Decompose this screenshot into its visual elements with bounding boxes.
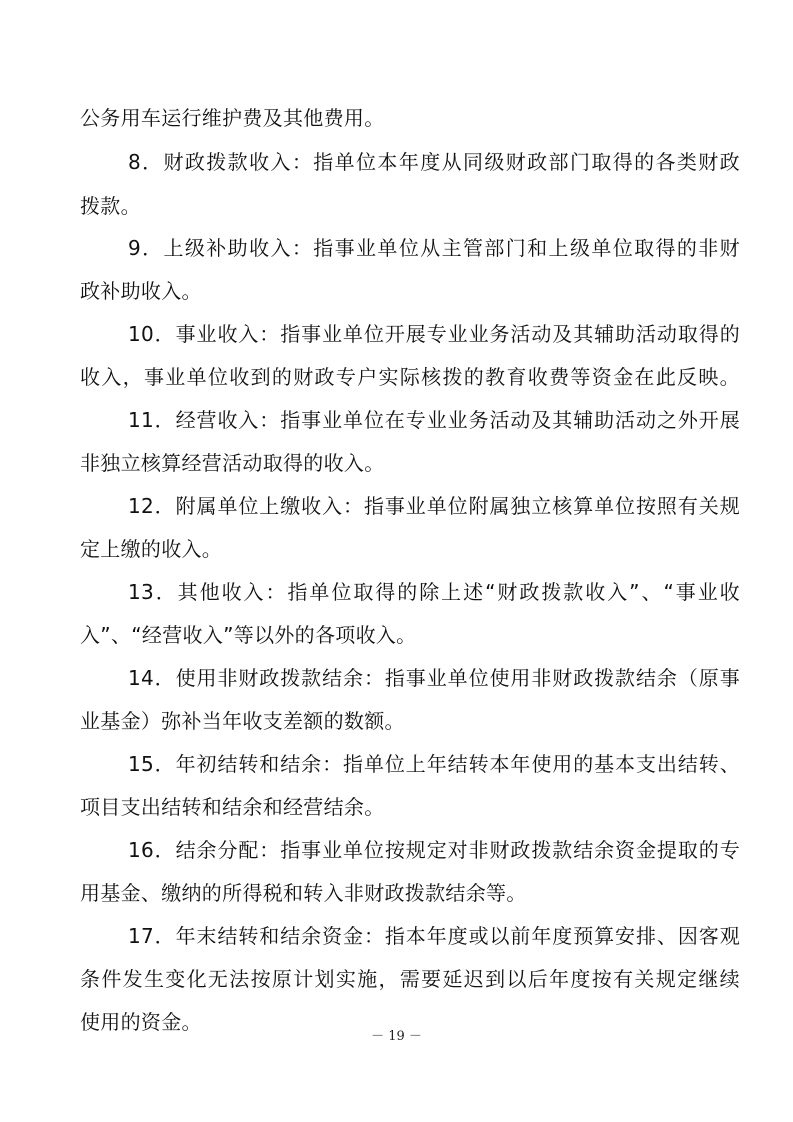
paragraph-first-line: 12．附属单位上缴收入：指事业单位附属独立核算单位按照有关规: [128, 494, 740, 518]
paragraph-first-line: 11．经营收入：指事业单位在专业业务活动及其辅助活动之外开展: [128, 408, 740, 432]
paragraph-first-line: 14．使用非财政拨款结余：指事业单位使用非财政拨款结余（原事: [128, 666, 740, 690]
text-line: 政补助收入。: [80, 279, 202, 303]
text-line: 条件发生变化无法按原计划实施，需要延迟到以后年度按有关规定继续: [80, 967, 740, 991]
paragraph-first-line: 15．年初结转和结余：指单位上年结转本年使用的基本支出结转、: [128, 752, 740, 776]
text-line: 业基金）弥补当年收支差额的数额。: [80, 709, 405, 733]
text-line: 拨款。: [80, 194, 141, 218]
paragraph-first-line: 9．上级补助收入：指事业单位从主管部门和上级单位取得的非财: [128, 236, 740, 260]
text-line: 收入，事业单位收到的财政专户实际核拨的教育收费等资金在此反映。: [80, 365, 740, 389]
text-line: 用基金、缴纳的所得税和转入非财政拨款结余等。: [80, 881, 527, 905]
text-line: 非独立核算经营活动取得的收入。: [80, 451, 385, 475]
paragraph-first-line: 13．其他收入：指单位取得的除上述“财政拨款收入”、“事业收: [128, 580, 740, 604]
text-line: 公务用车运行维护费及其他费用。: [80, 106, 385, 130]
paragraph-first-line: 8．财政拨款收入：指单位本年度从同级财政部门取得的各类财政: [128, 150, 740, 174]
paragraph-first-line: 16．结余分配：指事业单位按规定对非财政拨款结余资金提取的专: [128, 838, 740, 862]
page-number: － 19 －: [371, 1029, 422, 1044]
paragraph-first-line: 10．事业收入：指事业单位开展专业业务活动及其辅助活动取得的: [128, 322, 740, 346]
text-line: 使用的资金。: [80, 1010, 202, 1034]
text-line: 入”、“经营收入”等以外的各项收入。: [80, 623, 417, 647]
text-line: 项目支出结转和结余和经营结余。: [80, 795, 385, 819]
text-line: 定上缴的收入。: [80, 537, 223, 561]
paragraph-first-line: 17．年末结转和结余资金：指本年度或以前年度预算安排、因客观: [128, 924, 740, 948]
